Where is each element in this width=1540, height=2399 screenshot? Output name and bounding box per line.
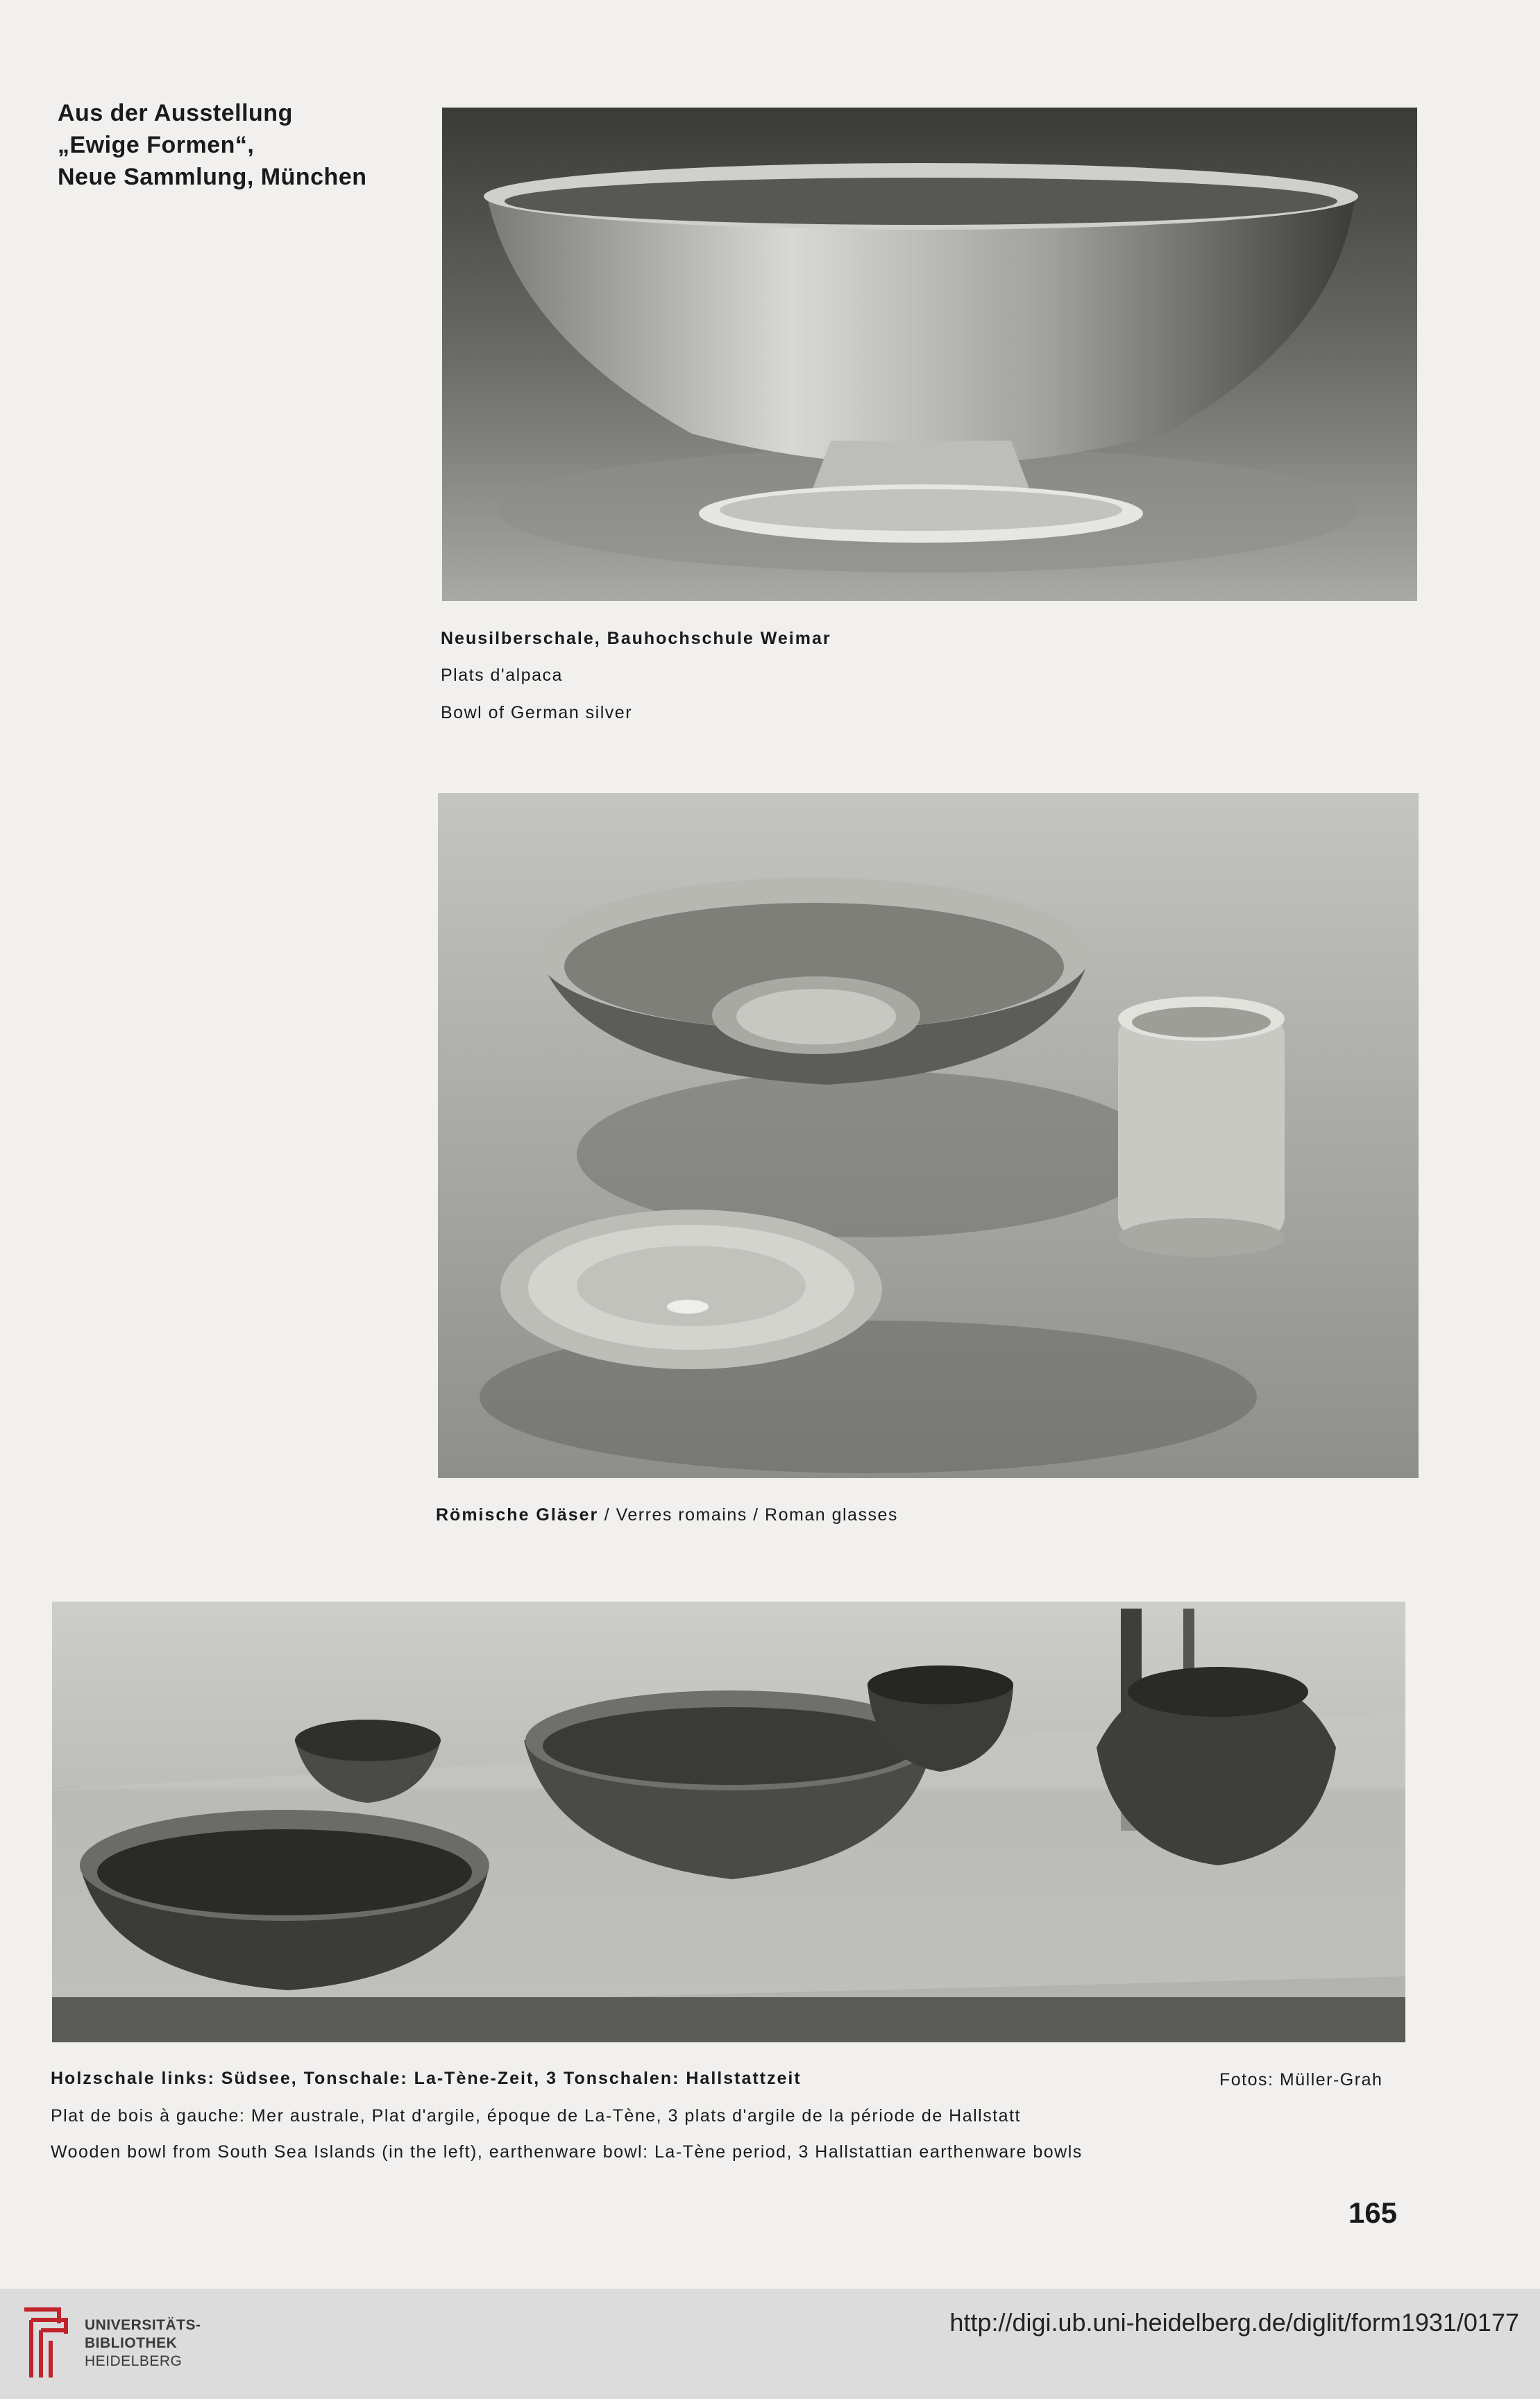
library-logo-icon	[17, 2303, 73, 2384]
figure3-caption-fr: Plat de bois à gauche: Mer australe, Plat d'argile, époque de La-Tène, 3 plats d'argile de la période de Hallstatt	[51, 2106, 1021, 2126]
page-number: 165	[1348, 2196, 1398, 2229]
silver-bowl-illustration	[442, 108, 1417, 601]
heading-line-2: „Ewige Formen“,	[58, 132, 255, 158]
figure1-caption-fr: Plats d'alpaca	[441, 666, 563, 685]
roman-glasses-illustration	[438, 793, 1419, 1478]
photo-silver-bowl	[442, 108, 1417, 601]
photo-earthenware-bowls	[52, 1602, 1405, 2042]
photo-credit: Fotos: Müller-Grah	[1219, 2070, 1383, 2089]
figure1-caption-de: Neusilberschale, Bauhochschule Weimar	[441, 629, 831, 648]
logo-line-2: BIBLIOTHEK	[85, 2335, 178, 2351]
figure3-caption-de: Holzschale links: Südsee, Tonschale: La-Tène-Zeit, 3 Tonschalen: Hallstattzeit	[51, 2069, 802, 2088]
logo-line-3: HEIDELBERG	[85, 2353, 183, 2369]
figure2-caption-de: Römische Gläser	[436, 1505, 599, 1525]
figure1-caption-en: Bowl of German silver	[441, 703, 633, 722]
source-url-link[interactable]: http://digi.ub.uni-heidelberg.de/diglit/form1931/0177	[949, 2308, 1519, 2337]
heading-line-1: Aus der Ausstellung	[58, 100, 293, 126]
earthenware-bowls-illustration	[52, 1602, 1405, 2042]
library-logo-mark	[17, 2303, 73, 2384]
figure2-caption	[436, 1504, 898, 1525]
footer-bar	[0, 2289, 1540, 2399]
photo-roman-glasses	[438, 793, 1419, 1478]
heading-line-3: Neue Sammlung, München	[58, 164, 367, 190]
library-logo-text	[85, 2316, 201, 2371]
figure3-caption-en: Wooden bowl from South Sea Islands (in the left), earthenware bowl: La-Tène period, 3 Hallstattian earthenware bowls	[51, 2142, 1083, 2162]
logo-line-1: UNIVERSITÄTS-	[85, 2317, 201, 2333]
figure2-caption-rest: / Verres romains / Roman glasses	[598, 1505, 898, 1525]
page-heading	[58, 97, 367, 193]
